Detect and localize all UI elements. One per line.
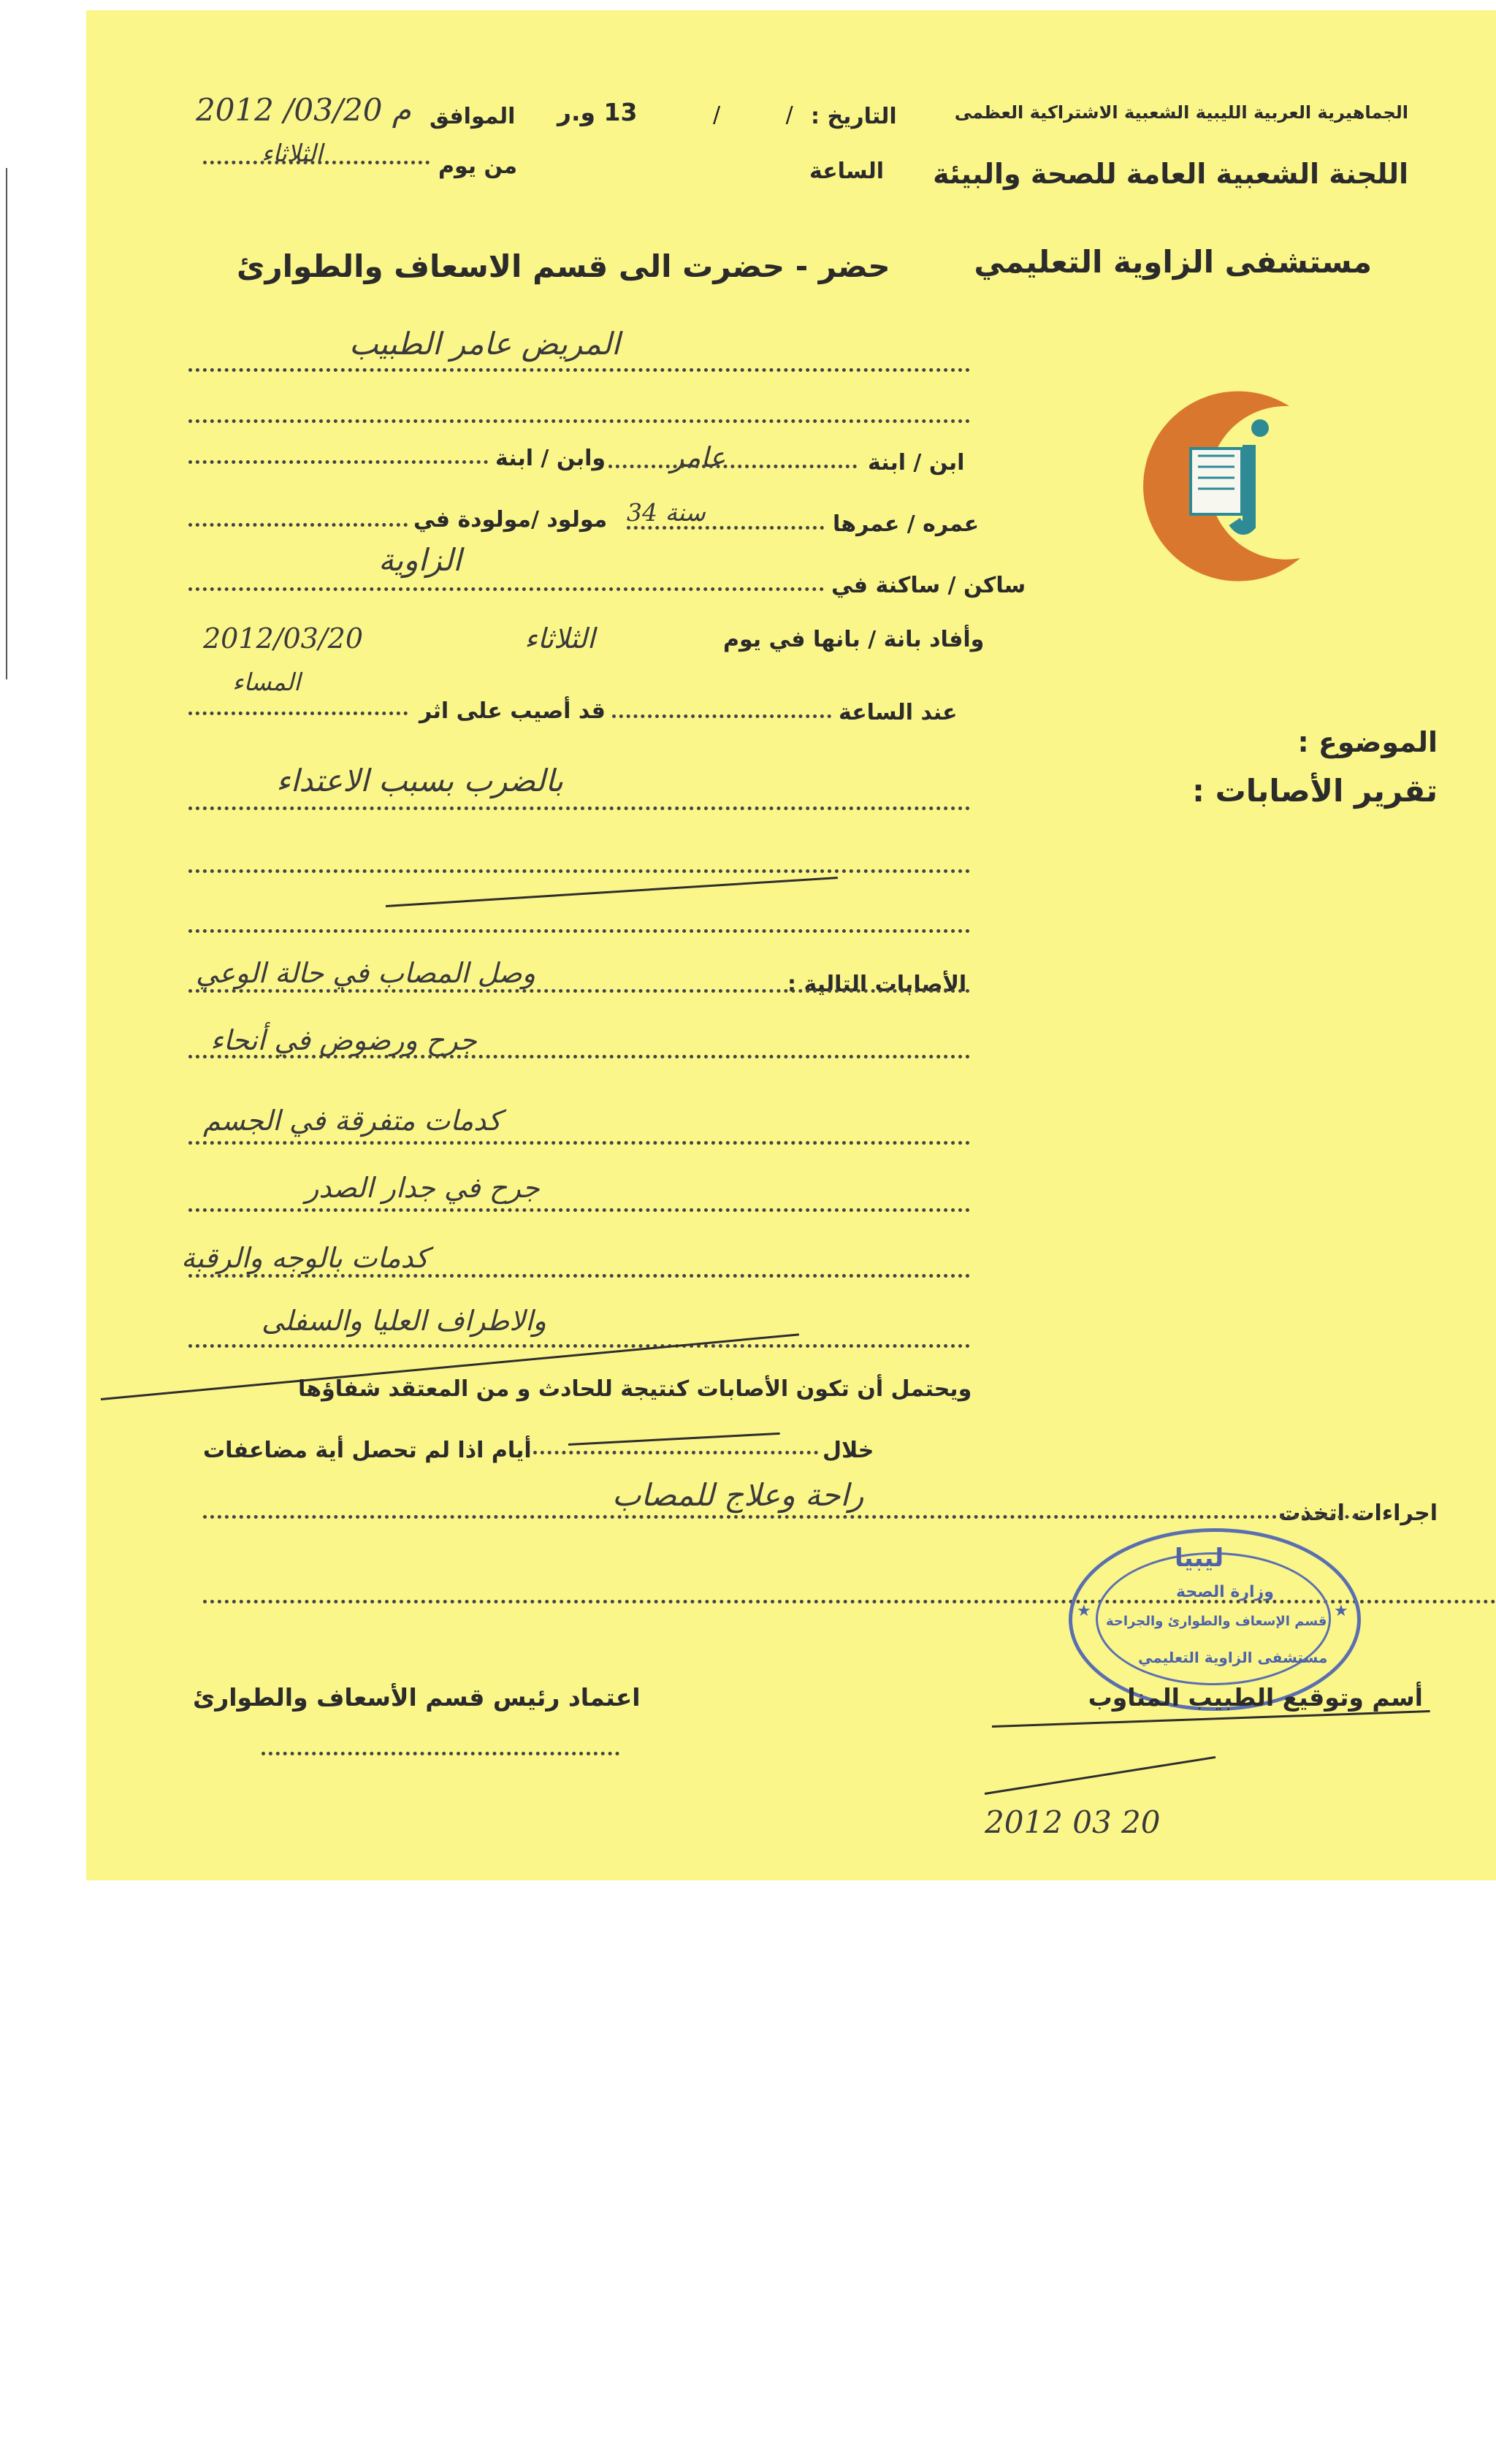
son-dotted-line <box>608 465 857 468</box>
stamp-top-text: ليبيا <box>1175 1544 1224 1573</box>
injury-dotted-line <box>188 1141 970 1145</box>
doctor-signature-stroke <box>992 1710 1430 1728</box>
cause-dotted-line-3 <box>188 929 970 933</box>
injury-dotted-line <box>188 1274 970 1278</box>
hour-dotted-line <box>612 714 831 718</box>
injuries-label: الأصابات التالية : <box>787 972 967 997</box>
injury-dotted-line <box>188 1344 970 1348</box>
head-signature-dotted-line <box>262 1752 619 1755</box>
grandson-label: وابن / ابنة <box>495 446 606 471</box>
stamp-star-icon: ★ <box>1334 1602 1348 1620</box>
day-value: الثلاثاء <box>262 139 323 167</box>
days-text: أيام اذا لم تحصل أية مضاعفات <box>203 1438 532 1463</box>
hour-value: المساء <box>232 668 301 696</box>
injured-label: قد أصيب على اثر <box>419 698 606 724</box>
reported-day: الثلاثاء <box>524 622 595 655</box>
probable-text: ويحتمل أن تكون الأصابات كنتيجة للحادث و من المعتقد شفاؤها <box>298 1376 972 1402</box>
reported-label: وأفاد بانة / بانها في يوم <box>723 627 985 652</box>
within-label: خلال <box>823 1438 874 1463</box>
age-dotted-line <box>627 526 824 530</box>
injury-line: وصل المصاب في حالة الوعي <box>196 957 536 989</box>
name-dotted-line-2 <box>188 419 970 423</box>
subject-value: تقرير الأصابات : <box>1192 773 1438 809</box>
form-sheet <box>86 10 1496 1880</box>
time-label: الساعة <box>809 159 885 184</box>
country-line: الجماهيرية العربية الليبية الشعبية الاشتراكية العظمى <box>954 102 1408 123</box>
cause-dotted-line <box>188 806 970 810</box>
hospital-logo <box>1118 375 1337 595</box>
resident-value: الزاوية <box>378 542 462 578</box>
stamp-line-3: مستشفى الزاوية التعليمي <box>1138 1649 1328 1666</box>
name-dotted-line <box>188 368 970 372</box>
reported-date: 2012/03/20 <box>203 622 364 655</box>
stamp-line-2: قسم الإسعاف والطوارئ والجراحة <box>1106 1614 1327 1629</box>
head-label: اعتماد رئيس قسم الأسعاف والطوارئ <box>193 1683 641 1712</box>
actions-dotted-line <box>203 1515 1365 1519</box>
injury-dotted-line <box>188 1055 970 1059</box>
injury-line: جرح ورضوض في أنحاء <box>210 1024 477 1056</box>
grandson-dotted-line <box>188 460 488 464</box>
age-label: عمره / عمرها <box>833 511 980 537</box>
date-label: التاريخ : <box>811 104 897 129</box>
hour-label: عند الساعة <box>839 700 958 725</box>
committee-name: اللجنة الشعبية العامة للصحة والبيئة <box>933 158 1408 190</box>
son-label: ابن / ابنة <box>868 450 965 476</box>
cause-strike-line <box>386 877 838 907</box>
date-value: 13 و.ر <box>557 98 638 126</box>
actions-value: راحة وعلاج للمصاب <box>612 1477 864 1513</box>
born-label: مولود /مولودة في <box>413 507 608 533</box>
corresponding-value: 2012 /03/20 م <box>196 92 411 128</box>
within-dotted-line <box>533 1451 818 1454</box>
hospital-name: مستشفى الزاوية التعليمي <box>974 244 1372 280</box>
doctor-label: أسم وتوقيع الطبيب المناوب <box>1088 1683 1423 1712</box>
form-heading: حضر - حضرت الى قسم الاسعاف والطوارئ <box>237 248 890 284</box>
date-blanks: / / <box>713 102 823 128</box>
doctor-signature-stroke-2 <box>985 1756 1216 1795</box>
stamp-star-icon: ★ <box>1077 1602 1091 1620</box>
corresponding-label: الموافق <box>430 104 516 129</box>
cause-dotted-line-2 <box>188 869 970 873</box>
injury-line: كدمات بالوجه والرقبة <box>181 1242 429 1274</box>
injury-dotted-line <box>188 989 970 993</box>
day-dotted-line <box>203 161 430 164</box>
patient-name: المريض عامر الطبيب <box>349 326 620 362</box>
injury-line: كدمات متفرقة في الجسم <box>203 1105 502 1137</box>
injury-line: والاطراف العليا والسفلى <box>262 1305 546 1337</box>
signature-date: 2012 03 20 <box>985 1804 1161 1840</box>
within-strike-line <box>568 1433 780 1446</box>
injured-dotted-line <box>188 712 408 715</box>
resident-label: ساكن / ساكنة في <box>831 573 1026 598</box>
injury-line: جرح في جدار الصدر <box>305 1172 540 1204</box>
stamp-line-1: وزارة الصحة <box>1176 1583 1274 1601</box>
resident-dotted-line <box>188 587 824 591</box>
day-label: من يوم <box>438 153 518 179</box>
injury-cause: بالضرب بسبب الاعتداء <box>276 763 564 798</box>
son-value: عامر <box>671 441 726 473</box>
actions-label: اجراءات اتخذت <box>1278 1500 1438 1526</box>
born-dotted-line <box>188 523 408 527</box>
age-value: 34 سنة <box>627 498 706 527</box>
subject-label: الموضوع : <box>1297 726 1438 758</box>
scan-margin-line <box>6 168 7 679</box>
injury-dotted-line <box>188 1208 970 1212</box>
